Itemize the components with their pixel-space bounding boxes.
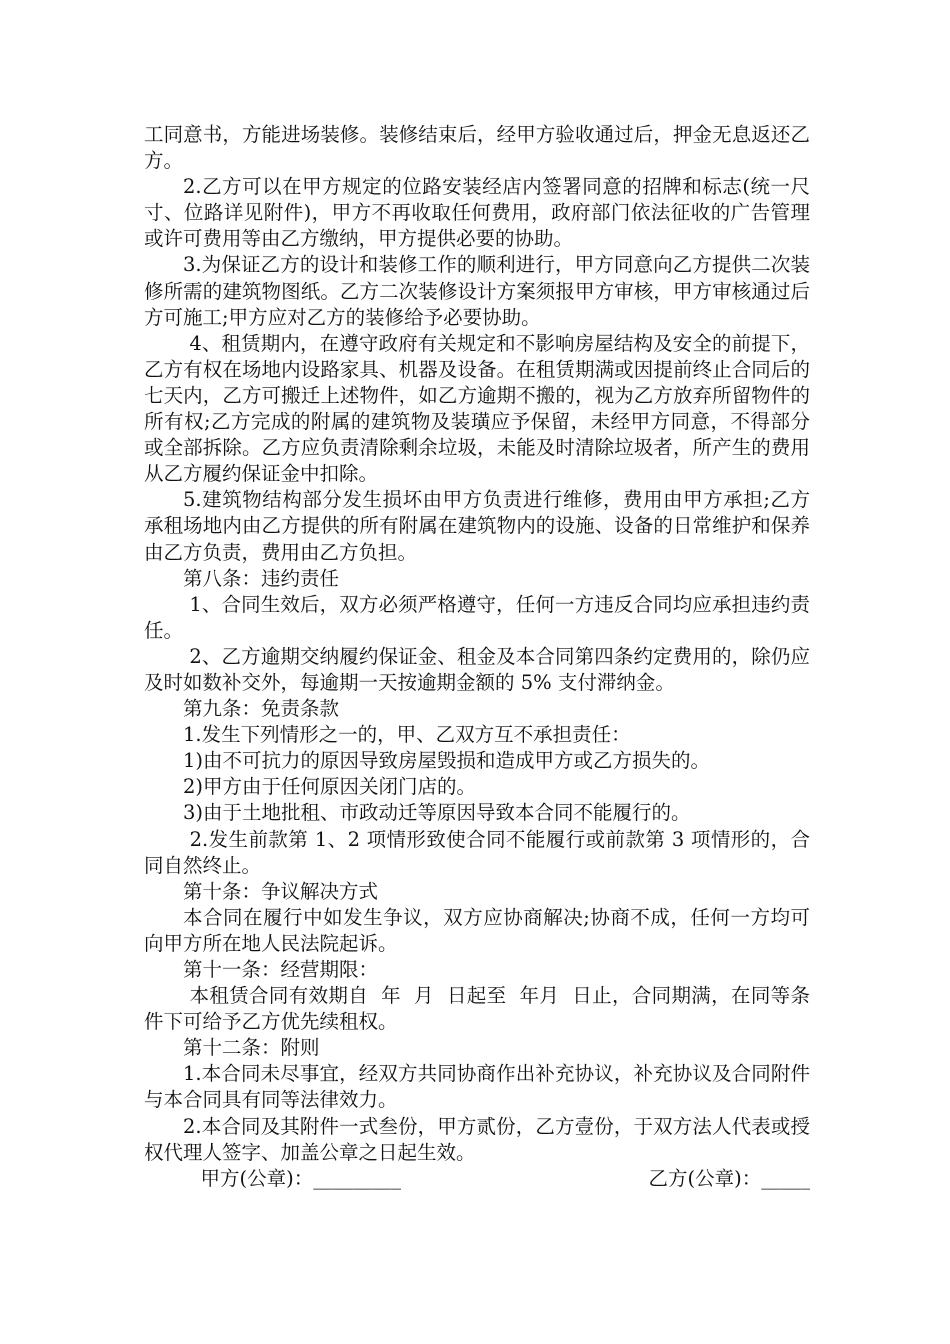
contract-paragraph: 本合同在履行中如发生争议，双方应协商解决;协商不成，任何一方均可向甲方所在地人民法院起诉。 bbox=[144, 905, 810, 955]
contract-paragraph: 1、合同生效后，双方必须严格遵守，任何一方违反合同均应承担违约责任。 bbox=[144, 592, 810, 642]
contract-body bbox=[144, 122, 810, 1166]
contract-paragraph: 工同意书，方能进场装修。装修结束后，经甲方验收通过后，押金无息返还乙方。 bbox=[144, 123, 810, 173]
contract-paragraph: 4、租赁期内，在遵守政府有关规定和不影响房屋结构及安全的前提下，乙方有权在场地内设路家具、机器及设备。在租赁期满或因提前终止合同后的七天内，乙方可搬迁上述物件，如乙方逾期不搬的，视为乙方放弃所留物件的所有权;乙方完成的附属的建筑物及装璜应予保留，未经甲方同意，不得部分或全部拆除。乙方应负责清除剩余垃圾，未能及时清除垃圾者，所产生的费用从乙方履约保证金中扣除。 bbox=[144, 331, 810, 486]
signature-row bbox=[144, 1166, 810, 1192]
contract-paragraph: 第十一条：经营期限： bbox=[183, 958, 379, 981]
party-b-signature: 乙方(公章)：_____ bbox=[648, 1166, 810, 1190]
contract-paragraph: 第八条：违约责任 bbox=[183, 566, 340, 590]
contract-paragraph: 2、乙方逾期交纳履约保证金、租金及本合同第四条约定费用的，除仍应及时如数补交外，每逾期一天按逾期金额的 5% 支付滞纳金。 bbox=[144, 644, 810, 694]
contract-paragraph: 3)由于土地批租、市政动迁等原因导致本合同不能履行的。 bbox=[183, 801, 691, 825]
contract-paragraph: 2.发生前款第 1、2 项情形致使合同不能履行或前款第 3 项情形的，合同自然终止。 bbox=[144, 827, 811, 877]
contract-paragraph: 本租赁合同有效期自 年 月 日起至 年月 日止，合同期满，在同等条件下可给予乙方优先续租权。 bbox=[144, 984, 810, 1034]
contract-paragraph: 3.为保证乙方的设计和装修工作的顺利进行，甲方同意向乙方提供二次装修所需的建筑物图纸。乙方二次装修设计方案须报甲方审核，甲方审核通过后方可施工;甲方应对乙方的装修给予必要协助。 bbox=[144, 253, 810, 329]
contract-paragraph: 1)由不可抗力的原因导致房屋毁损和造成甲方或乙方损失的。 bbox=[183, 749, 711, 773]
party-a-signature: 甲方(公章)：_________ bbox=[200, 1166, 402, 1190]
contract-paragraph: 2.乙方可以在甲方规定的位路安装经店内签署同意的招牌和标志(统一尺寸、位路详见附件)，甲方不再收取任何费用，政府部门依法征收的广告管理或许可费用等由乙方缴纳，甲方提供必要的协助。 bbox=[144, 175, 810, 251]
contract-paragraph: 第十条：争议解决方式 bbox=[183, 879, 379, 903]
contract-paragraph: 1.本合同未尽事宜，经双方共同协商作出补充协议，补充协议及合同附件与本合同具有同等法律效力。 bbox=[144, 1062, 810, 1112]
contract-page bbox=[144, 122, 810, 1192]
contract-paragraph: 2)甲方由于任何原因关闭门店的。 bbox=[183, 775, 477, 799]
contract-paragraph: 2.本合同及其附件一式叁份，甲方贰份，乙方壹份，于双方法人代表或授权代理人签字、加盖公章之日起生效。 bbox=[144, 1114, 810, 1164]
contract-paragraph: 1.发生下列情形之一的，甲、乙双方互不承担责任： bbox=[183, 723, 631, 747]
contract-paragraph: 5.建筑物结构部分发生损坏由甲方负责进行维修，费用由甲方承担;乙方承租场地内由乙方提供的所有附属在建筑物内的设施、设备的日常维护和保养由乙方负责，费用由乙方负担。 bbox=[144, 488, 810, 564]
contract-paragraph: 第九条：免责条款 bbox=[183, 697, 340, 721]
contract-paragraph: 第十二条：附则 bbox=[183, 1036, 320, 1060]
